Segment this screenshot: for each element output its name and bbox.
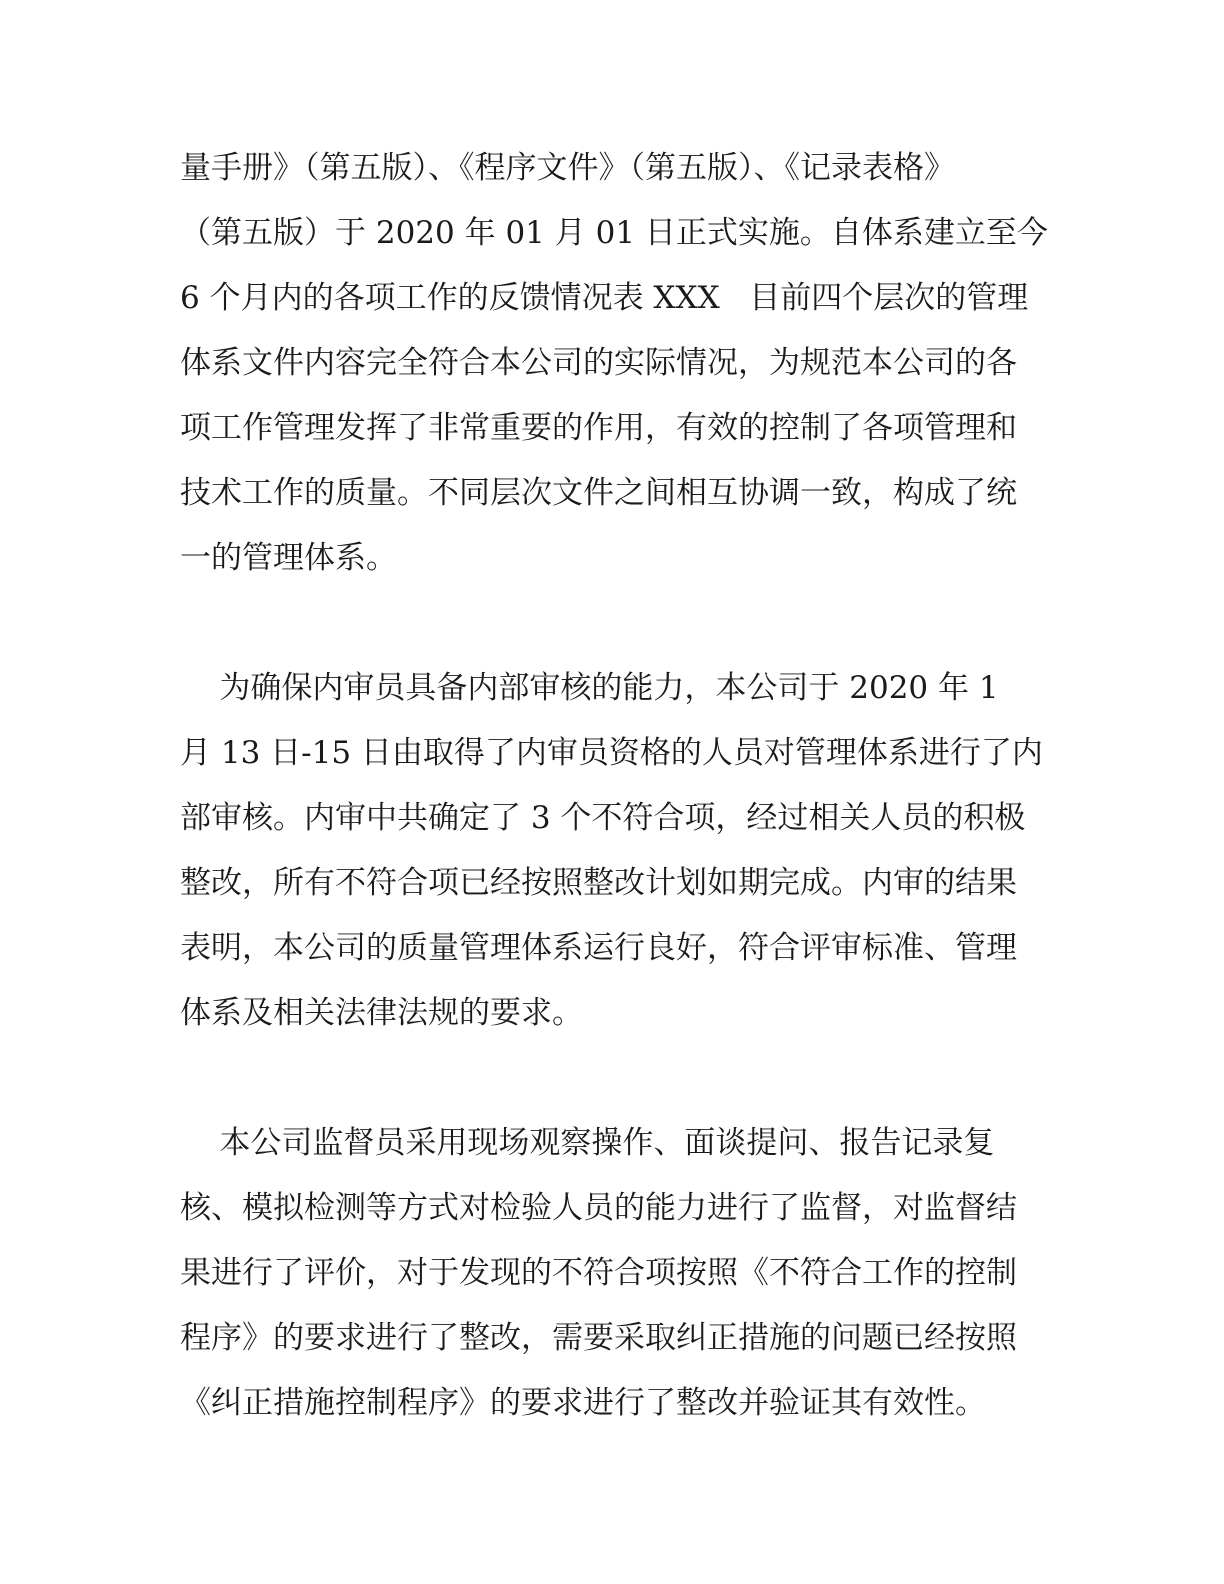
paragraph-line: 体系文件内容完全符合本公司的实际情况，为规范本公司的各 [180, 345, 1017, 381]
paragraph-2 [180, 668, 1060, 1058]
document-page [180, 148, 1060, 1448]
paragraph-line: 6 个月内的各项工作的反馈情况表 XXX 目前四个层次的管理 [180, 280, 1029, 316]
paragraph-spacer [180, 1058, 1060, 1123]
paragraph-line: 果进行了评价，对于发现的不符合项按照《不符合工作的控制 [180, 1255, 1017, 1291]
paragraph-line: 为确保内审员具备内部审核的能力，本公司于 2020 年 1 [180, 670, 999, 706]
paragraph-line: 一的管理体系。 [180, 540, 397, 576]
paragraph-line: 核、模拟检测等方式对检验人员的能力进行了监督，对监督结 [180, 1190, 1017, 1226]
paragraph-line: 项工作管理发挥了非常重要的作用，有效的控制了各项管理和 [180, 410, 1017, 446]
paragraph-1 [180, 148, 1060, 603]
paragraph-line: 量手册》（第五版）、《程序文件》（第五版）、《记录表格》 [180, 150, 955, 186]
paragraph-line: 体系及相关法律法规的要求。 [180, 995, 583, 1031]
paragraph-line: 技术工作的质量。不同层次文件之间相互协调一致，构成了统 [180, 475, 1017, 511]
paragraph-line: 《纠正措施控制程序》的要求进行了整改并验证其有效性。 [180, 1385, 986, 1421]
paragraph-line: 程序》的要求进行了整改，需要采取纠正措施的问题已经按照 [180, 1320, 1017, 1356]
paragraph-line: （第五版）于 2020 年 01 月 01 日正式实施。自体系建立至今 [180, 215, 1048, 251]
paragraph-line: 表明，本公司的质量管理体系运行良好，符合评审标准、管理 [180, 930, 1017, 966]
paragraph-3 [180, 1123, 1060, 1448]
paragraph-line: 整改，所有不符合项已经按照整改计划如期完成。内审的结果 [180, 865, 1017, 901]
paragraph-line: 部审核。内审中共确定了 3 个不符合项，经过相关人员的积极 [180, 800, 1026, 836]
paragraph-spacer [180, 603, 1060, 668]
paragraph-line: 月 13 日-15 日由取得了内审员资格的人员对管理体系进行了内 [180, 735, 1043, 771]
paragraph-line: 本公司监督员采用现场观察操作、面谈提问、报告记录复 [180, 1125, 995, 1161]
